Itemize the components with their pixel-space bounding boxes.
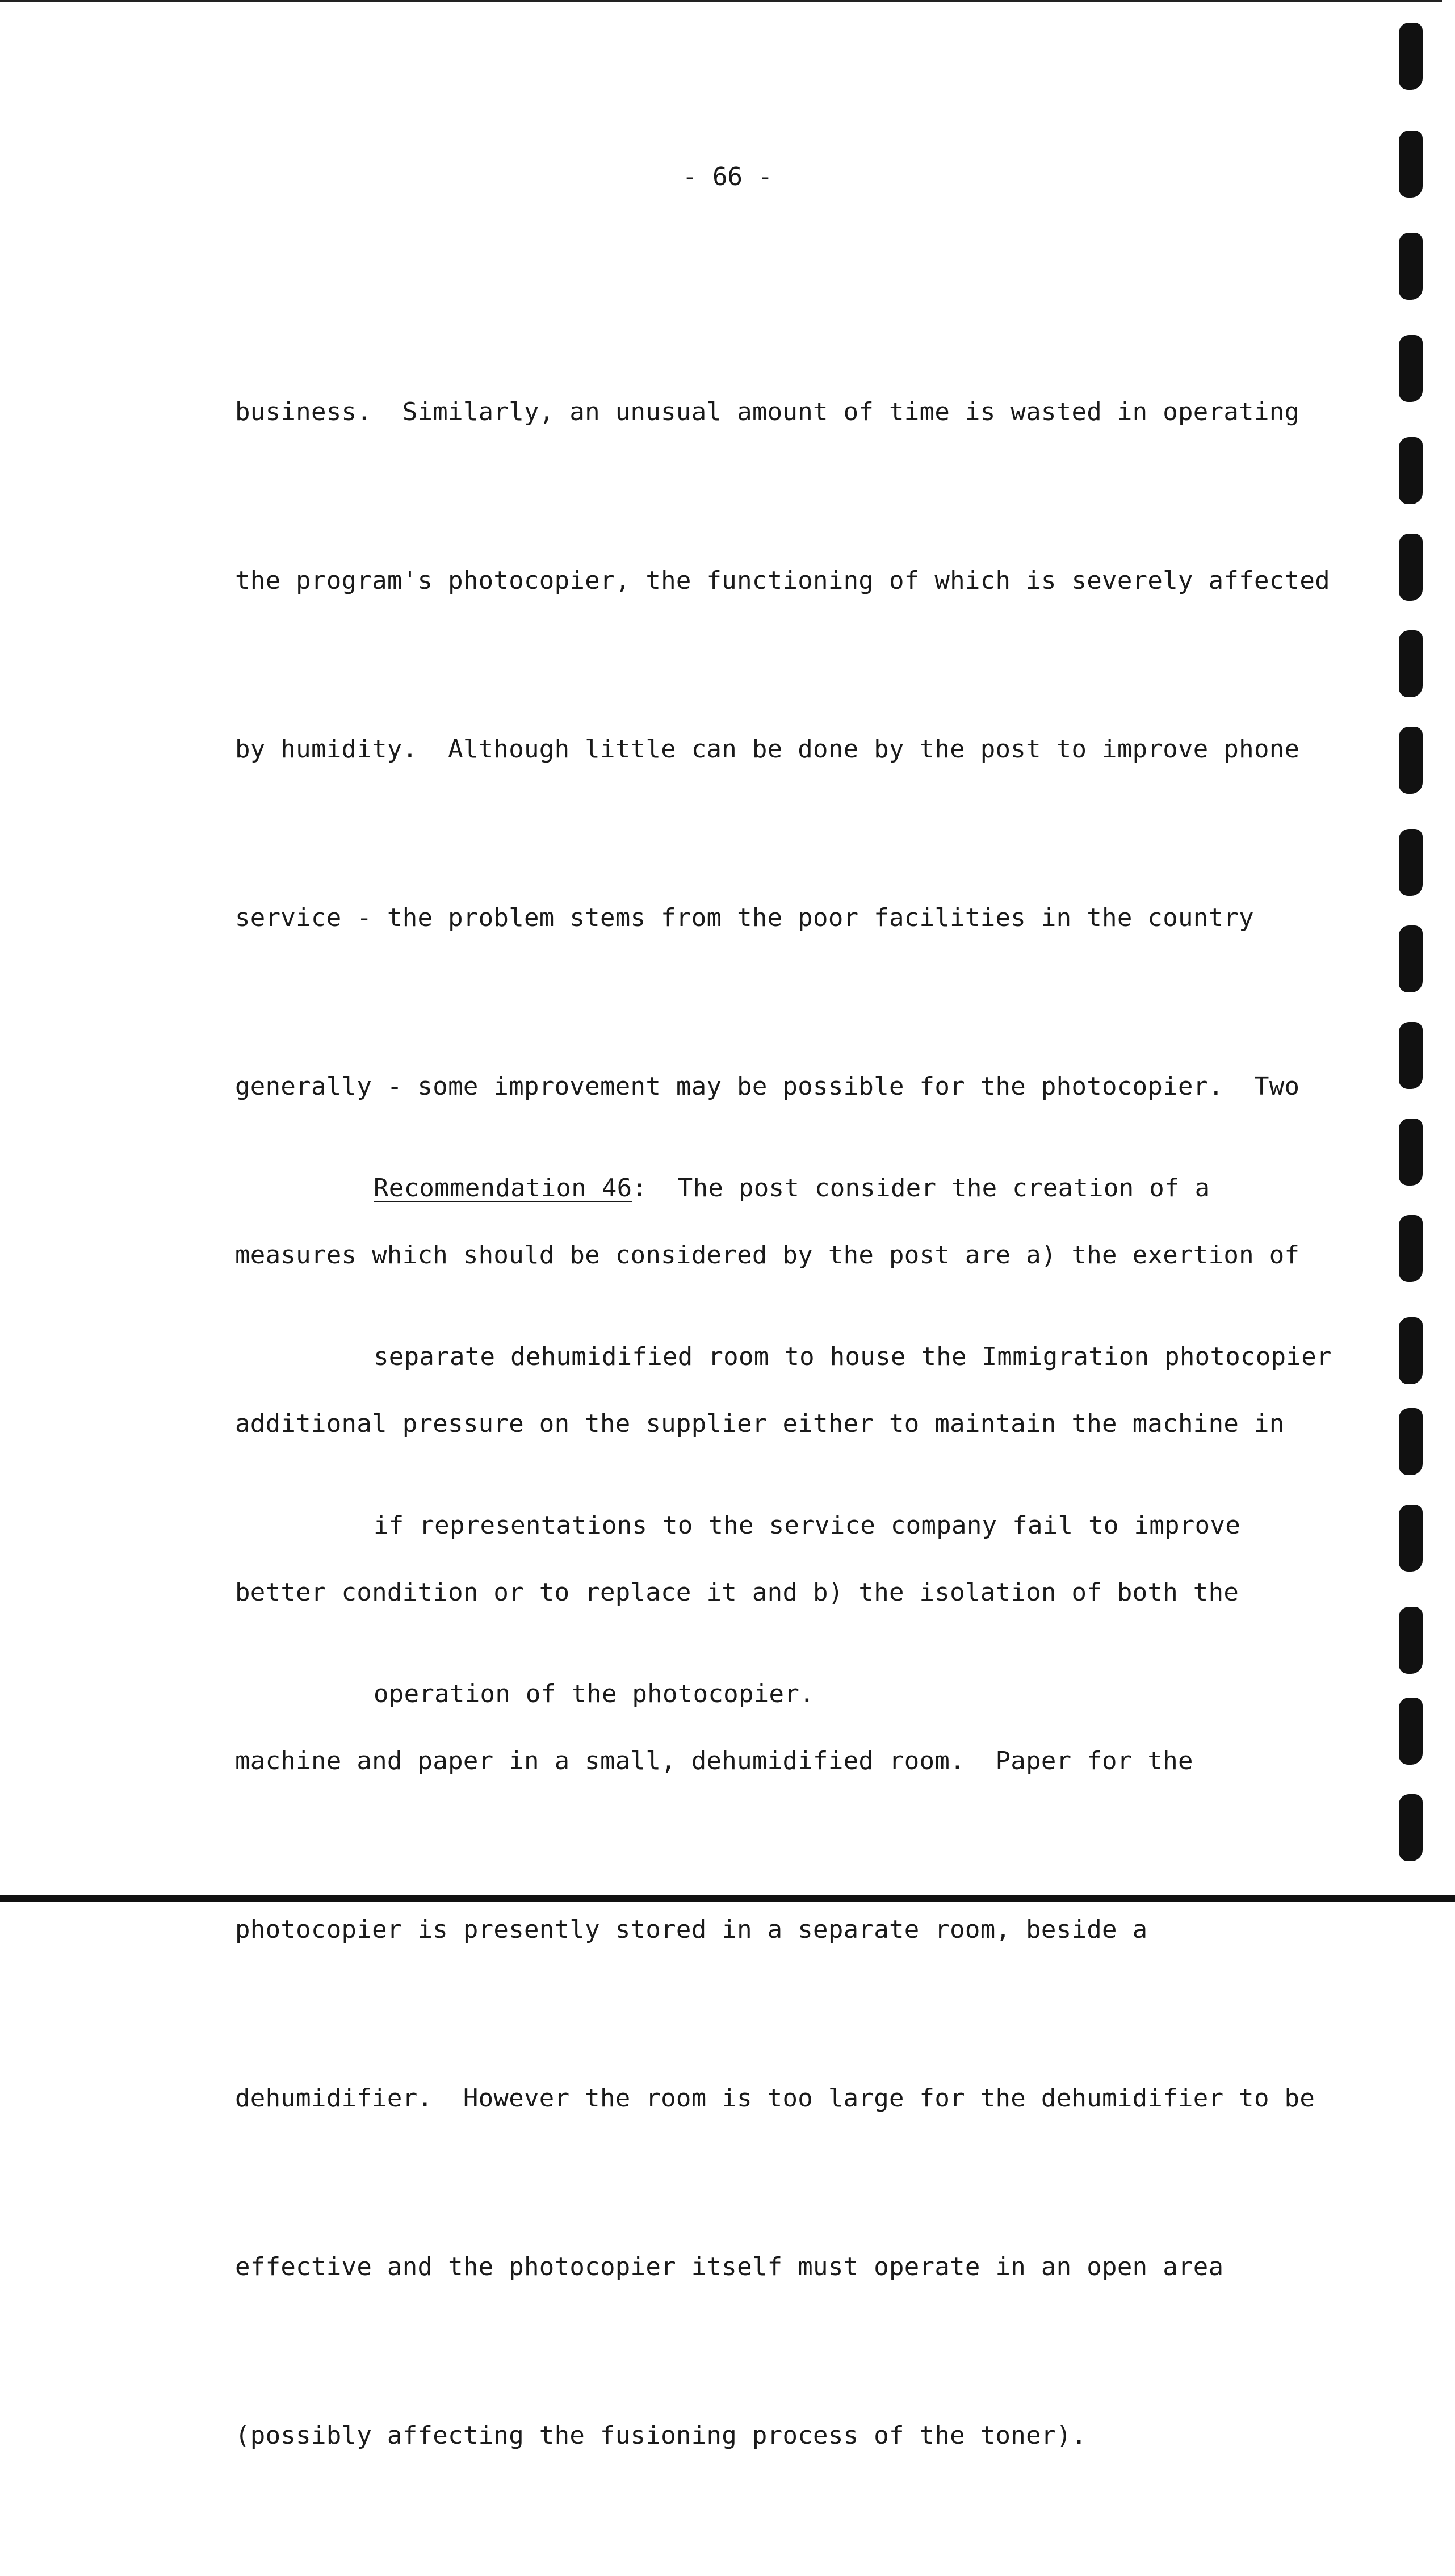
top-edge-rule bbox=[0, 0, 1442, 2]
binding-hole bbox=[1399, 1215, 1423, 1282]
binding-hole bbox=[1399, 1607, 1423, 1674]
body-line: better condition or to replace it and b) the isolation of both the bbox=[235, 1578, 1239, 1607]
recommendation-block bbox=[374, 1048, 1350, 1834]
binding-hole bbox=[1399, 1505, 1423, 1572]
binding-hole bbox=[1399, 437, 1423, 504]
body-line: the program's photocopier, the functioning of which is severely affected bbox=[235, 566, 1330, 595]
binding-hole bbox=[1399, 233, 1423, 300]
binding-hole bbox=[1399, 1698, 1423, 1765]
body-line: by humidity. Although little can be done by the post to improve phone bbox=[235, 735, 1300, 764]
binding-hole bbox=[1399, 335, 1423, 402]
body-line: dehumidifier. However the room is too large for the dehumidifier to be bbox=[235, 2084, 1315, 2113]
bottom-edge-rule bbox=[0, 1895, 1455, 1902]
binding-hole bbox=[1399, 534, 1423, 601]
body-line: business. Similarly, an unusual amount of time is wasted in operating bbox=[235, 397, 1300, 426]
body-line: photocopier is presently stored in a separate room, beside a bbox=[235, 1915, 1148, 1944]
body-line: service - the problem stems from the poor facilities in the country bbox=[235, 903, 1254, 932]
page-number: - 66 - bbox=[682, 162, 773, 191]
binding-hole bbox=[1399, 1794, 1423, 1861]
binding-hole bbox=[1399, 131, 1423, 198]
binding-hole bbox=[1399, 1022, 1423, 1089]
binding-hole bbox=[1399, 1119, 1423, 1186]
recommendation-text-start: : The post consider the creation of a bbox=[632, 1174, 1210, 1203]
recommendation-line: operation of the photocopier. bbox=[374, 1679, 815, 1708]
recommendation-label: Recommendation 46 bbox=[374, 1174, 632, 1203]
body-line: effective and the photocopier itself must operate in an open area bbox=[235, 2252, 1224, 2281]
binding-holes bbox=[1390, 0, 1435, 1902]
body-line: measures which should be considered by the post are a) the exertion of bbox=[235, 1241, 1300, 1270]
binding-hole bbox=[1399, 23, 1423, 90]
body-line: additional pressure on the supplier either to maintain the machine in bbox=[235, 1409, 1285, 1438]
binding-hole bbox=[1399, 829, 1423, 896]
recommendation-line: if representations to the service company fail to improve bbox=[374, 1511, 1241, 1540]
binding-hole bbox=[1399, 1408, 1423, 1475]
body-line: generally - some improvement may be possible for the photocopier. Two bbox=[235, 1072, 1300, 1101]
binding-hole bbox=[1399, 727, 1423, 794]
binding-hole bbox=[1399, 630, 1423, 697]
body-line: machine and paper in a small, dehumidified room. Paper for the bbox=[235, 1746, 1193, 1775]
recommendation-first-line bbox=[374, 1160, 1350, 1216]
binding-hole bbox=[1399, 925, 1423, 992]
body-line: (possibly affecting the fusioning process of the toner). bbox=[235, 2421, 1087, 2450]
binding-hole bbox=[1399, 1317, 1423, 1384]
recommendation-line: separate dehumidified room to house the Immigration photocopier bbox=[374, 1342, 1332, 1371]
